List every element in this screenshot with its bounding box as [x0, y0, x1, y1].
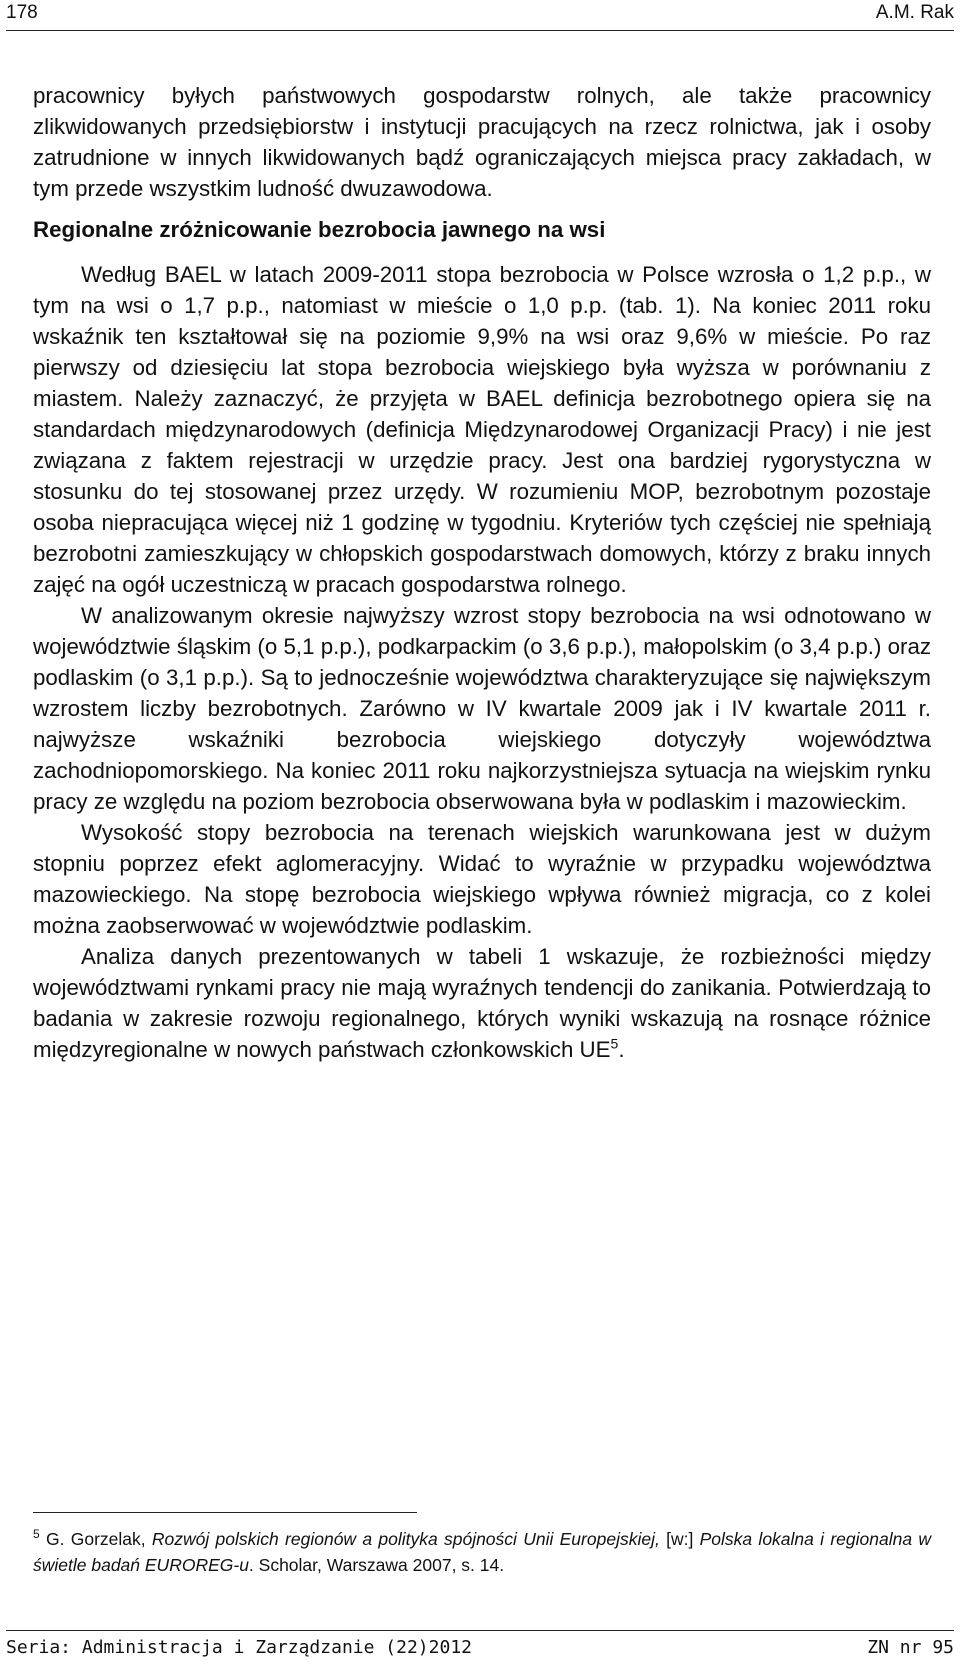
- page-number: 178: [6, 2, 38, 23]
- footnote-author: G. Gorzelak,: [45, 1529, 152, 1549]
- footnote-in: [w:]: [659, 1529, 700, 1549]
- intro-paragraph: pracownicy byłych państwowych gospodarstw rolnych, ale także pracownicy zlikwidowanych przedsiębiorstw i instytucji pracujących na rzecz rolnictwa, jak i osoby zatrudnione w innych likwidowanych bądź ograniczających miejsca pracy zakładach, w tym przede wszystkim ludność dwuzawodowa.: [33, 83, 931, 201]
- paragraph-4: [33, 941, 931, 1065]
- running-author: A.M. Rak: [875, 2, 954, 23]
- paragraph-4-text: Analiza danych prezentowanych w tabeli 1 wskazuje, że rozbieżności między województwami rynkami pracy nie mają wyraźnych tendencji do zanikania. Potwierdzają to badania w zakresie rozwoju regionalnego, których wyniki wskazują na rosnące różnice międzyregionalne w nowych państwach członkowskich UE: [33, 944, 931, 1062]
- footnote-marker: 5: [33, 1527, 40, 1542]
- footnote-rest: . Scholar, Warszawa 2007, s. 14.: [248, 1555, 505, 1575]
- paragraph-4-end: .: [618, 1037, 625, 1062]
- page-footer: [6, 1630, 954, 1658]
- issue-number: ZN nr 95: [867, 1637, 954, 1658]
- footnote: [33, 1526, 931, 1578]
- footnote-title-2: Polska lokalna i regionalna w świetle badań EUROREG-u: [33, 1529, 931, 1575]
- footnote-divider: [33, 1512, 417, 1513]
- footnote-title-1: Rozwój polskich regionów a polityka spójności Unii Europejskiej,: [151, 1529, 660, 1549]
- section-heading: Regionalne zróżnicowanie bezrobocia jawnego na wsi: [33, 217, 606, 242]
- paragraph-2: W analizowanym okresie najwyższy wzrost stopy bezrobocia na wsi odnotowano w województwie śląskim (o 5,1 p.p.), podkarpackim (o 3,6 p.p.), małopolskim (o 3,4 p.p.) oraz podlaskim (o 3,1 p.p.). Są to jednocześnie województwa charakteryzujące się największym wzrostem liczby bezrobotnych. Zarówno w IV kwartale 2009 jak i IV kwartale 2011 r. najwyższe wskaźniki bezrobocia wiejskiego dotyczyły województwa zachodniopomorskiego. Na koniec 2011 roku najkorzystniejsza sytuacja na wiejskim rynku pracy ze względu na poziom bezrobocia obserwowana była w podlaskim i mazowieckim.: [33, 603, 931, 814]
- paragraph-3: Wysokość stopy bezrobocia na terenach wiejskich warunkowana jest w dużym stopniu poprzez efekt aglomeracyjny. Widać to wyraźnie w przypadku województwa mazowieckiego. Na stopę bezrobocia wiejskiego wpływa również migracja, co z kolei można zaobserwować w województwie podlaskim.: [33, 820, 931, 938]
- footnote-reference[interactable]: 5: [610, 1035, 619, 1052]
- journal-series: Seria: Administracja i Zarządzanie (22)2012: [6, 1637, 472, 1658]
- main-text: [33, 80, 931, 1065]
- paragraph-1: Według BAEL w latach 2009-2011 stopa bezrobocia w Polsce wzrosła o 1,2 p.p., w tym na wsi o 1,7 p.p., natomiast w mieście o 1,0 p.p. (tab. 1). Na koniec 2011 roku wskaźnik ten kształtował się na poziomie 9,9% na wsi oraz 9,6% w mieście. Po raz pierwszy od dziesięciu lat stopa bezrobocia wiejskiego była wyższa w porównaniu z miastem. Należy zaznaczyć, że przyjęta w BAEL definicja bezrobotnego opiera się na standardach międzynarodowych (definicja Międzynarodowej Organizacji Pracy) i nie jest związana z faktem rejestracji w urzędzie pracy. Jest ona bardziej rygorystyczna w stosunku do tej stosowanej przez urzędy. W rozumieniu MOP, bezrobotnym pozostaje osoba niepracująca więcej niż 1 godzinę w tygodniu. Kryteriów tych częściej nie spełniają bezrobotni zamieszkujący w chłopskich gospodarstwach domowych, którzy z braku innych zajęć na ogół uczestniczą w pracach gospodarstwa rolnego.: [33, 262, 931, 597]
- page-header: [6, 0, 954, 31]
